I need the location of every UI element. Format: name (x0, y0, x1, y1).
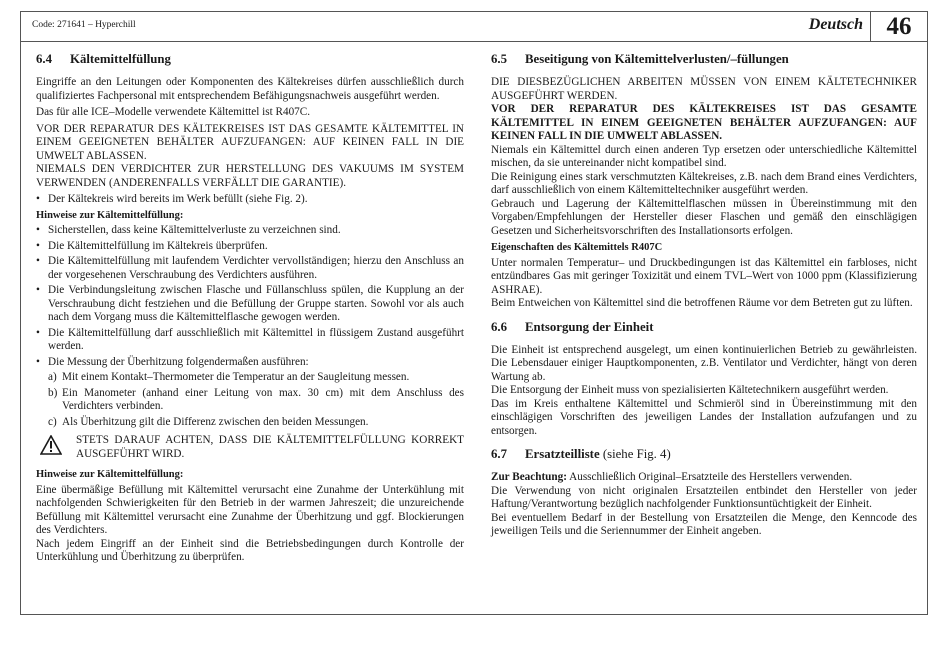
bullet-list (36, 224, 464, 369)
list-item: a) Mit einem Kontakt–Thermometer die Temperatur an der Saugleitung messen. (48, 371, 410, 383)
note-text: Ausschließlich Original–Ersatzteile des Herstellers verwenden. (569, 471, 853, 483)
list-item: • Die Kältemittelfüllung darf ausschließlich mit Kältemittel in flüssigem Zustand ausgeführt werden. (36, 327, 464, 354)
paragraph: Nach jedem Eingriff an der Einheit sind die Betriebsbedingungen durch Kontrolle der Unterkühlung und Überhitzung zu überprüfen. (36, 537, 464, 563)
list-item: • Die Kältemittelfüllung mit laufendem Verdichter vervollständigen; hierzu den Anschluss an der vorgesehenen Verschraubung des Verdichters ausführen. (36, 255, 464, 282)
list-item-continuation: • Die Verbindungsleitung zwischen Flasche und Füllanschluss spülen, die Kupplung an der Verschraubung dicht festziehen und die Befüllung der Gruppe starten. Sowohl vor als auch nach dem Vorgang muss die Kältemittelflasche gewogen werden. (36, 284, 464, 325)
paragraph: Beim Entweichen von Kältemittel sind die betroffenen Räume vor dem Betreten gut zu lüften. (491, 297, 913, 309)
note-label: Zur Beachtung: (491, 471, 567, 483)
paragraph: Eingriffe an den Leitungen oder Komponenten des Kältekreises dürfen ausschließlich durch qualifiziertes Fachpersonal mit entsprechendem Befähigungsnachweis ausgeführt werden. (36, 76, 464, 102)
page-number: 46 (870, 12, 927, 41)
list-item: • Die Kältemittelfüllung im Kältekreis überprüfen. (36, 240, 464, 254)
list-item: • Die Messung der Überhitzung folgendermaßen ausführen: (36, 356, 464, 370)
step-list (36, 371, 464, 429)
paragraph-caps-bold: VOR DER REPARATUR DES KÄLTEKREISES IST DAS GESAMTE KÄLTEMITTEL IN EINEM GEEIGNETEN BEHÄLTER AUFZUFANGEN: AUF KEINEN FALL IN DIE UMWELT ABLASSEN. (491, 103, 917, 142)
subheading: Eigenschaften des Kältemittels R407C (491, 242, 663, 253)
section-6-6-heading: 6.6 Entsorgung der Einheit (491, 319, 654, 334)
warning-text: STETS DARAUF ACHTEN, DASS DIE KÄLTEMITTELFÜLLUNG KORREKT AUSGEFÜHRT WIRD. (76, 434, 464, 460)
paragraph: Die Reinigung eines stark verschmutzten Kältekreises, z.B. nach dem Brand eines Verdichters, darf ausschließlich von einem Kältemitteltechniker ausgeführt werden. (491, 170, 917, 196)
paragraph-caps: DIE DIESBEZÜGLICHEN ARBEITEN MÜSSEN VON EINEM KÄLTETECHNIKER AUSGEFÜHRT WERDEN. (491, 76, 917, 102)
section-6-5-heading: 6.5 Beseitigung von Kältemittelverlusten/–füllungen (491, 52, 789, 66)
section-6-7-heading: 6.7 Ersatzteilliste (siehe Fig. 4) (491, 447, 671, 461)
language-label: Deutsch (808, 16, 863, 33)
document-code: Code: 271641 – Hyperchill (32, 20, 136, 30)
section-title: Kältemittelfüllung (70, 52, 171, 66)
paragraph: Unter normalen Temperatur– und Druckbedingungen ist das Kältemittel ein farbloses, nicht entzündbares Gas mit geringer Toxizität und einem TVL–Wert von 1000 ppm (Klassifizierung ASHRAE). (491, 256, 917, 296)
paragraph: Eine übermäßige Befüllung mit Kältemittel verursacht eine Zunahme der Unterkühlung mit nachfolgenden Schwierigkeiten für den Betrieb in der warmen Jahreszeit; die unzureichende Befüllung mit Kältemittel verursacht eine Zunahme der Überhitzung und ggf. Blockierungen des Verdichters. (36, 483, 464, 536)
list-item: c) Als Überhitzung gilt die Differenz zwischen den beiden Messungen. (48, 415, 369, 428)
paragraph: Die Einheit ist entsprechend ausgelegt, um einen kontinuierlichen Betrieb zu gewährleisten. Die Lebensdauer einiger Hauptkomponenten, z.B. Ventilator und Verdichter, hängt von deren Wartung ab. (491, 343, 917, 383)
left-column (36, 52, 464, 565)
list-item: b) Ein Manometer (anhand einer Leitung von max. 30 cm) mit dem Anschluss des Verdichters verbinden. (48, 386, 464, 412)
section-title: Ersatzteilliste (525, 447, 600, 461)
section-title: Entsorgung der Einheit (525, 319, 654, 334)
paragraph-caps: VOR DER REPARATUR DES KÄLTEKREISES IST DAS GESAMTE KÄLTEMITTEL IN EINEM GEEIGNETEN BEHÄLTER AUFZUFANGEN: AUF KEINEN FALL IN DIE UMWELT ABLASSEN. (36, 122, 464, 162)
section-6-4-heading: 6.4 Kältemittelfüllung (36, 52, 171, 66)
paragraph: Die Entsorgung der Einheit muss von spezialisierten Kältetechnikern ausgeführt werden. (491, 384, 889, 396)
page-frame (20, 11, 928, 615)
list-item: • Sicherstellen, dass keine Kältemittelverluste zu verzeichnen sind. (36, 224, 464, 238)
note-paragraph (491, 471, 917, 485)
paragraph: Gebrauch und Lagerung der Kältemittelflaschen müssen in Übereinstimmung mit den Vorgaben/Empfehlungen der Hersteller dieser Flaschen und gemäß den einschlägigen Gesetzen und Sicherheitsvorschriften des Installationsorts erfolgen. (491, 197, 917, 237)
paragraph: Das für alle ICE–Modelle verwendete Kältemittel ist R407C. (36, 106, 311, 118)
paragraph: Bei eventuellem Bedarf in der Bestellung von Ersatzteilen die Menge, den Kenncode des jeweiligen Teils und die Seriennummer der Einheit angeben. (491, 511, 917, 537)
paragraph: Die Verwendung von nicht originalen Ersatzteilen entbindet den Hersteller von jeder Haftung/Verantwortung bezüglich nachfolgender Funktionsuntüchtigkeit der Einheit. (491, 484, 917, 510)
page-header (21, 12, 927, 42)
paragraph-caps: NIEMALS DEN VERDICHTER ZUR HERSTELLUNG DES VAKUUMS IM SYSTEM VERWENDEN (ANDERENFALLS VERFÄLLT DIE GARANTIE). (36, 163, 464, 189)
paragraph: Das im Kreis enthaltene Kältemittel und Schmieröl sind in Übereinstimmung mit den einschlägigen Vorschriften des jeweiligen Landes der Installation aufzufangen und zu entsorgen. (491, 397, 917, 437)
hint-heading: Hinweise zur Kältemittelfüllung: (36, 209, 184, 221)
warning-triangle-icon (40, 435, 62, 455)
section-title: Beseitigung von Kältemittelverlusten/–füllungen (525, 52, 789, 66)
figure-reference: (siehe Fig. 4) (602, 447, 671, 461)
warning-note (36, 434, 464, 461)
list-item: • Der Kältekreis wird bereits im Werk befüllt (siehe Fig. 2). (36, 193, 464, 207)
hint-heading: Hinweise zur Kältemittelfüllung: (36, 469, 184, 480)
right-column (491, 52, 917, 539)
bullet-list (36, 193, 464, 207)
paragraph: Niemals ein Kältemittel durch einen anderen Typ ersetzen oder unterschiedliche Kältemittel mischen, da sie untereinander nicht kompatibel sind. (491, 143, 917, 169)
